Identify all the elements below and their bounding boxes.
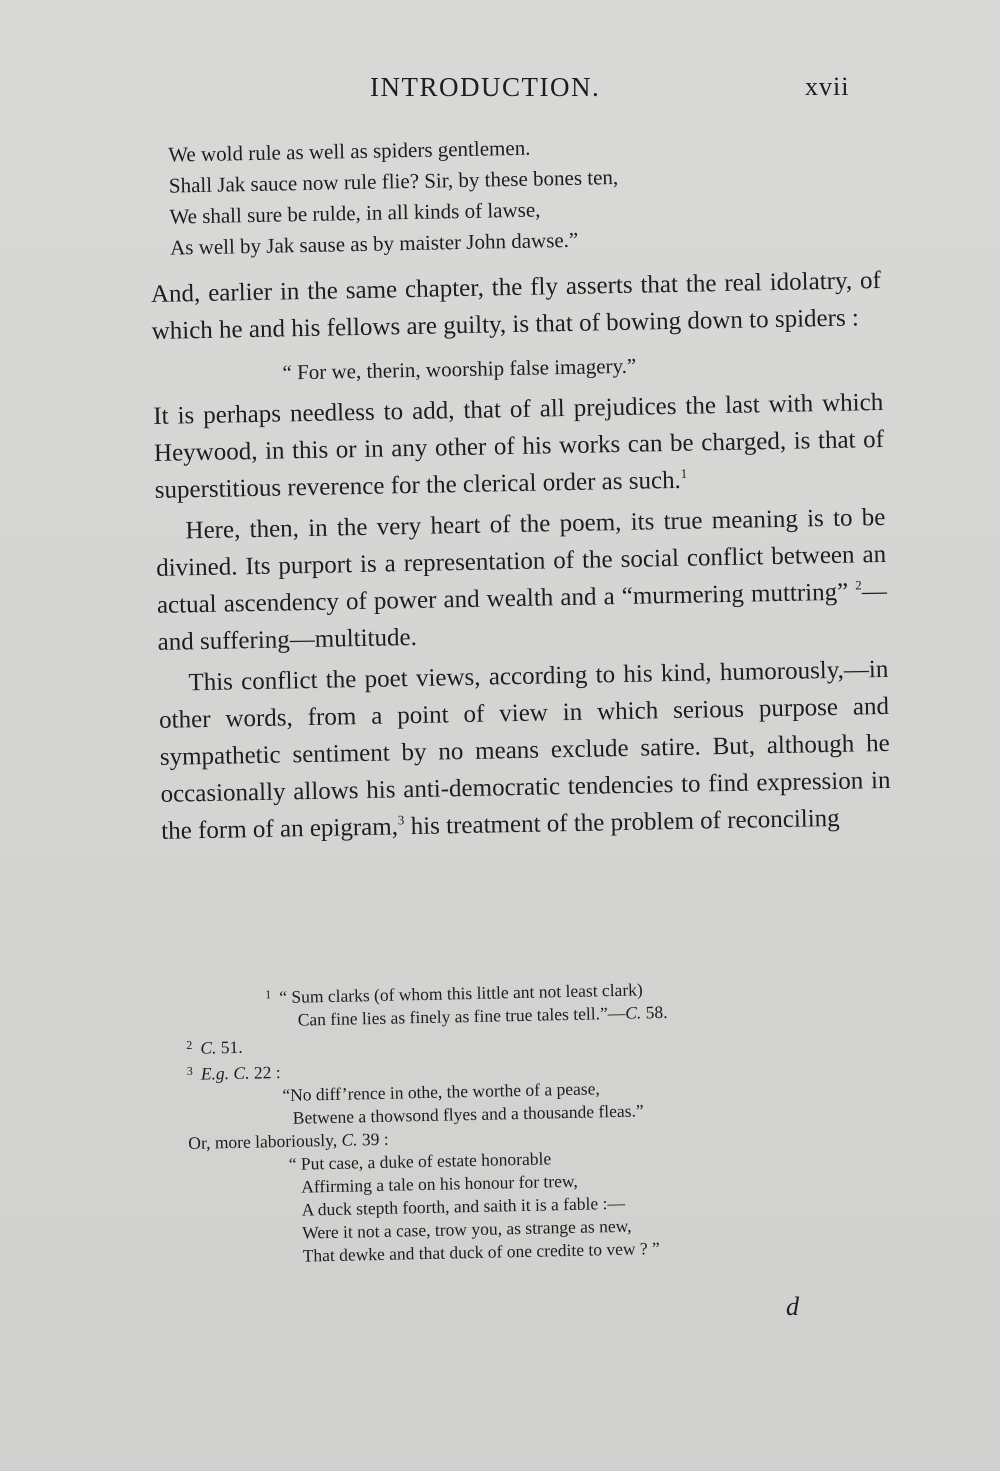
paragraph-text: Here, then, in the very heart of the poem, its true meaning is to be divined. Its purport is a representation of the social conflict between an actual ascendency of power and wealth and a “murmering muttring” — [155, 503, 887, 619]
footnote-ref-number: 22 : — [249, 1062, 281, 1083]
signature-mark: d — [786, 1292, 799, 1321]
footnote-quote-line: “ Put case, a duke of estate honorable — [288, 1148, 552, 1174]
footnote-number: 2 — [186, 1037, 193, 1052]
footnote-ref-number: 39 : — [357, 1128, 389, 1150]
footnote-text: Betwene a thowsond flyes and a thousande fleas.” — [292, 1100, 644, 1128]
footnote-text: Or, more laboriously, — [188, 1129, 342, 1153]
footnote-number: 1 — [265, 987, 272, 1002]
footnote-text: “ Sum clarks (of whom this little ant not least clark) — [279, 979, 643, 1008]
footnote-quote-line: “No diff’rence in othe, the worthe of a pease, — [282, 1078, 600, 1105]
verse-line: We shall sure be rulde, in all kinds of lawse, — [169, 197, 541, 229]
footnote-ref-number: 58. — [641, 1001, 668, 1023]
page-body — [148, 126, 891, 850]
footnote-text: A duck stepth foorth, and saith it is a fable :— — [301, 1192, 626, 1220]
footnote-marker: 3 — [397, 812, 405, 828]
paragraph — [158, 651, 891, 850]
footnote-text: Can fine lies as finely as fine true tales tell.”— — [297, 1002, 626, 1030]
footnote-ref: C. — [200, 1037, 217, 1058]
verse-line: Shall Jak sauce now rule flie? Sir, by these bones ten, — [168, 164, 619, 198]
inline-quotation: “ For we, therin, woorship false imagery.” — [282, 353, 637, 385]
footnote-marker: 2 — [855, 577, 862, 593]
paragraph — [153, 384, 885, 509]
paragraph: And, earlier in the same chapter, the fly asserts that the real idolatry, of which he and his fellows are guilty, is that of bowing down to spiders : — [150, 266, 882, 345]
page-header — [0, 72, 1000, 112]
paragraph — [155, 499, 888, 661]
verse-line: As well by Jak sause as by maister John dawse.” — [169, 227, 579, 260]
verse-line: We wold rule as well as spiders gentlemen. — [168, 135, 531, 167]
footnote-ref-number: 51. — [216, 1036, 243, 1058]
page-number: xvii — [805, 72, 850, 101]
footnote-ref: C. — [341, 1129, 358, 1150]
footnote-ref: E.g. C. — [200, 1062, 250, 1084]
footnote-text: Were it not a case, trow you, as strange as new, — [302, 1215, 632, 1243]
footnote-number: 3 — [186, 1063, 193, 1078]
paragraph-text: —and suffering—multitude. — [157, 577, 888, 656]
footnote-marker: 1 — [680, 465, 688, 481]
footnote-text: That dewke and that duck of one credite to vew ? ” — [302, 1238, 660, 1266]
running-title: INTRODUCTION. — [370, 72, 601, 102]
verse-quotation — [168, 126, 880, 264]
paragraph-text: his treatment of the problem of reconciling — [404, 804, 840, 841]
footnote-text: Affirming a tale on his honour for trew, — [301, 1170, 578, 1197]
footnotes — [185, 972, 811, 1270]
paragraph-text: It is perhaps needless to add, that of all prejudices the last with which Heywood, in this or in any other of his works can be charged, is that of superstitious reverence for the clerical order as such. — [153, 388, 885, 504]
footnote-ref: C. — [625, 1002, 642, 1023]
paragraph-text: This conflict the poet views, according to his kind, humorously,—in other words, from a point of view in which serious purpose and sympathetic sentiment by no means exclude satire. But, although he occasionally allows his anti-democratic tendencies to find expression in the form of an epigram, — [158, 655, 891, 845]
